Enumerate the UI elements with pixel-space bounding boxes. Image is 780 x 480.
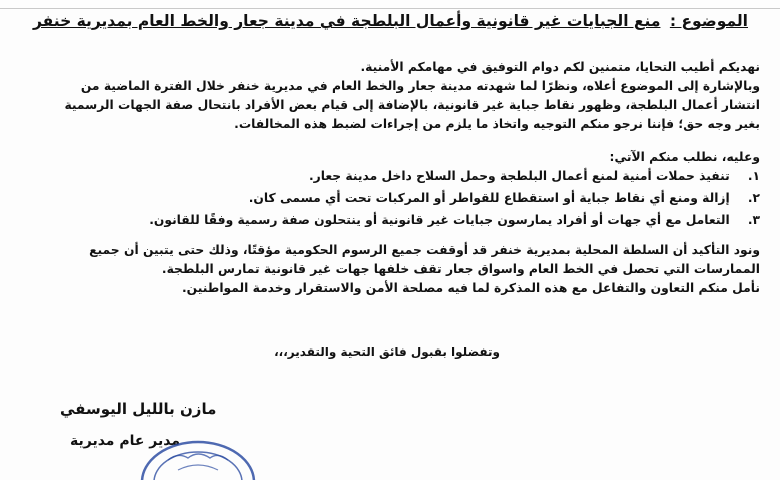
confirmation-line: ونود التأكيد أن السلطة المحلية بمديرية خنفر قد أوقفت جميع الرسوم الحكومية مؤقتًا، وذلك حتى يتبين أن جميع <box>89 243 760 257</box>
list-item-number: ١. <box>747 169 760 183</box>
signatory-title: مدير عام مديرية <box>70 433 181 449</box>
list-item-number: ٣. <box>747 213 760 227</box>
request-list <box>18 167 760 230</box>
list-item-text: إزالة ومنع أي نقاط جباية أو استقطاع للقواطر أو المركبات تحت أي مسمى كان. <box>248 191 730 205</box>
list-item <box>18 167 760 186</box>
confirmation-line: نأمل منكم التعاون والتفاعل مع هذه المذكرة لما فيه مصلحة الأمن والاستقرار وخدمة المواطنين. <box>181 281 760 295</box>
subject-label: الموضوع : <box>669 12 748 30</box>
subject-text: منع الجبايات غير قانونية وأعمال البلطجة في مدينة جعار والخط العام بمديرية خنفر <box>32 12 661 30</box>
greeting-line: نهديكم أطيب التحايا، متمنين لكم دوام التوفيق في مهامكم الأمنية. <box>360 60 760 74</box>
confirmation-line: الممارسات التي تحصل في الخط العام واسواق جعار تقف خلفها جهات غير قانونية تمارس البلطجة. <box>161 262 760 276</box>
header-divider <box>0 0 780 9</box>
list-item <box>18 189 760 208</box>
list-item <box>18 211 760 230</box>
reference-line: بغير وجه حق؛ فإننا نرجو منكم التوجيه واتخاذ ما يلزم من إجراءات لضبط هذه المخالفات. <box>234 117 760 131</box>
official-stamp-icon <box>138 420 258 480</box>
subject-line <box>32 12 748 30</box>
request-intro: وعليه، نطلب منكم الآتي: <box>609 150 760 164</box>
closing-line: وتفضلوا بقبول فائق التحية والتقدير،،، <box>274 345 500 359</box>
list-item-text: التعامل مع أي جهات أو أفراد يمارسون جبايات غير قانونية أو ينتحلون صفة رسمية وفقًا للقانون. <box>149 213 730 227</box>
letter-body <box>18 58 760 298</box>
signatory-name: مازن بالليل اليوسفي <box>60 400 217 418</box>
reference-line: وبالإشارة إلى الموضوع أعلاه، ونظرًا لما شهدته مدينة جعار والخط العام في مديرية خنفر خلال الفترة الماضية من <box>80 79 760 93</box>
reference-line: انتشار أعمال البلطجة، وظهور نقاط جباية غير قانونية، بالإضافة إلى قيام بعض الأفراد بانتحال صفة الجهات الرسمية <box>64 98 760 112</box>
list-item-text: تنفيذ حملات أمنية لمنع أعمال البلطجة وحمل السلاح داخل مدينة جعار. <box>308 169 730 183</box>
list-item-number: ٢. <box>747 191 760 205</box>
